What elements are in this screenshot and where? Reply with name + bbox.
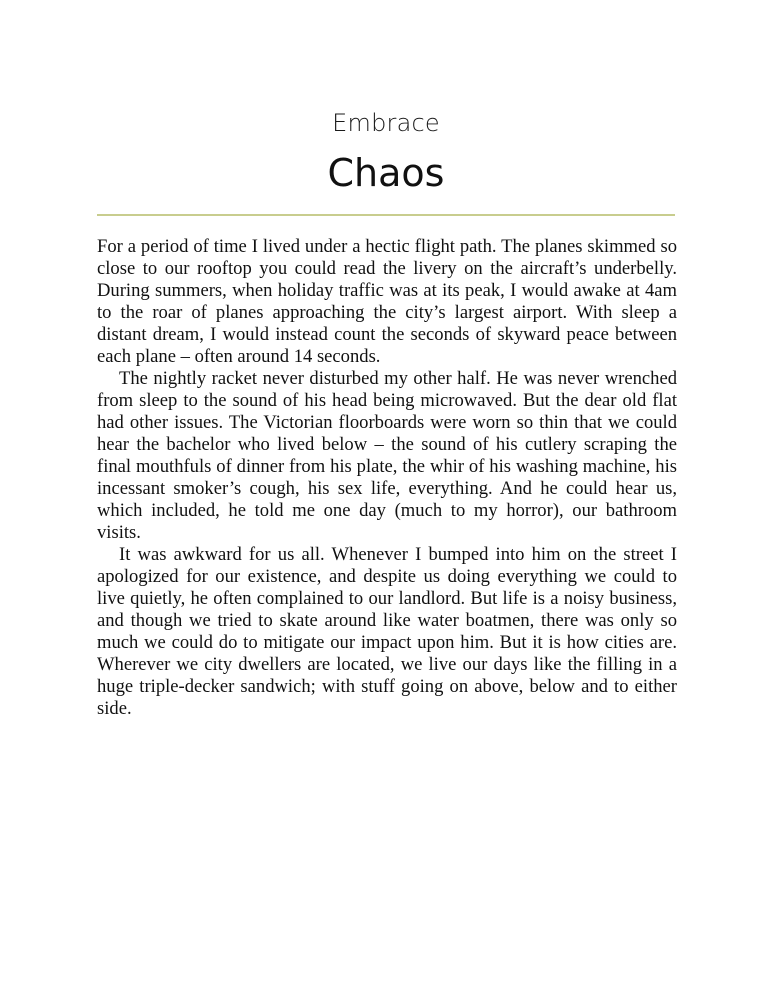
chapter-kicker: Embrace	[332, 109, 440, 137]
body-text	[97, 236, 677, 720]
paragraph-1: For a period of time I lived under a hectic flight path. The planes skimmed so close to our rooftop you could read the livery on the aircraft’s underbelly. During summers, when holiday traffic was at its peak, I would awake at 4am to the roar of planes approaching the city’s largest airport. With sleep a distant dream, I would instead count the seconds of skyward peace between each plane – often around 14 seconds.	[97, 236, 677, 367]
paragraph-2: The nightly racket never disturbed my other half. He was never wrenched from sleep to the sound of his head being microwaved. But the dear old flat had other issues. The Victorian floorboards were worn so thin that we could hear the bachelor who lived below – the sound of his cutlery scraping the final mouthfuls of dinner from his plate, the whir of his washing machine, his incessant smoker’s cough, his sex life, everything. And he could hear us, which included, he told me one day (much to my horror), our bathroom visits.	[97, 368, 677, 543]
chapter-title: Chaos	[327, 151, 445, 195]
title-divider	[97, 214, 675, 216]
paragraph-3: It was awkward for us all. Whenever I bumped into him on the street I apologized for our existence, and despite us doing everything we could to live quietly, he often complained to our landlord. But life is a noisy business, and though we tried to skate around like water boatmen, there was only so much we could do to mitigate our impact upon him. But it is how cities are. Wherever we city dwellers are located, we live our days like the filling in a huge triple-decker sandwich; with stuff going on above, below and to either side.	[97, 544, 677, 719]
